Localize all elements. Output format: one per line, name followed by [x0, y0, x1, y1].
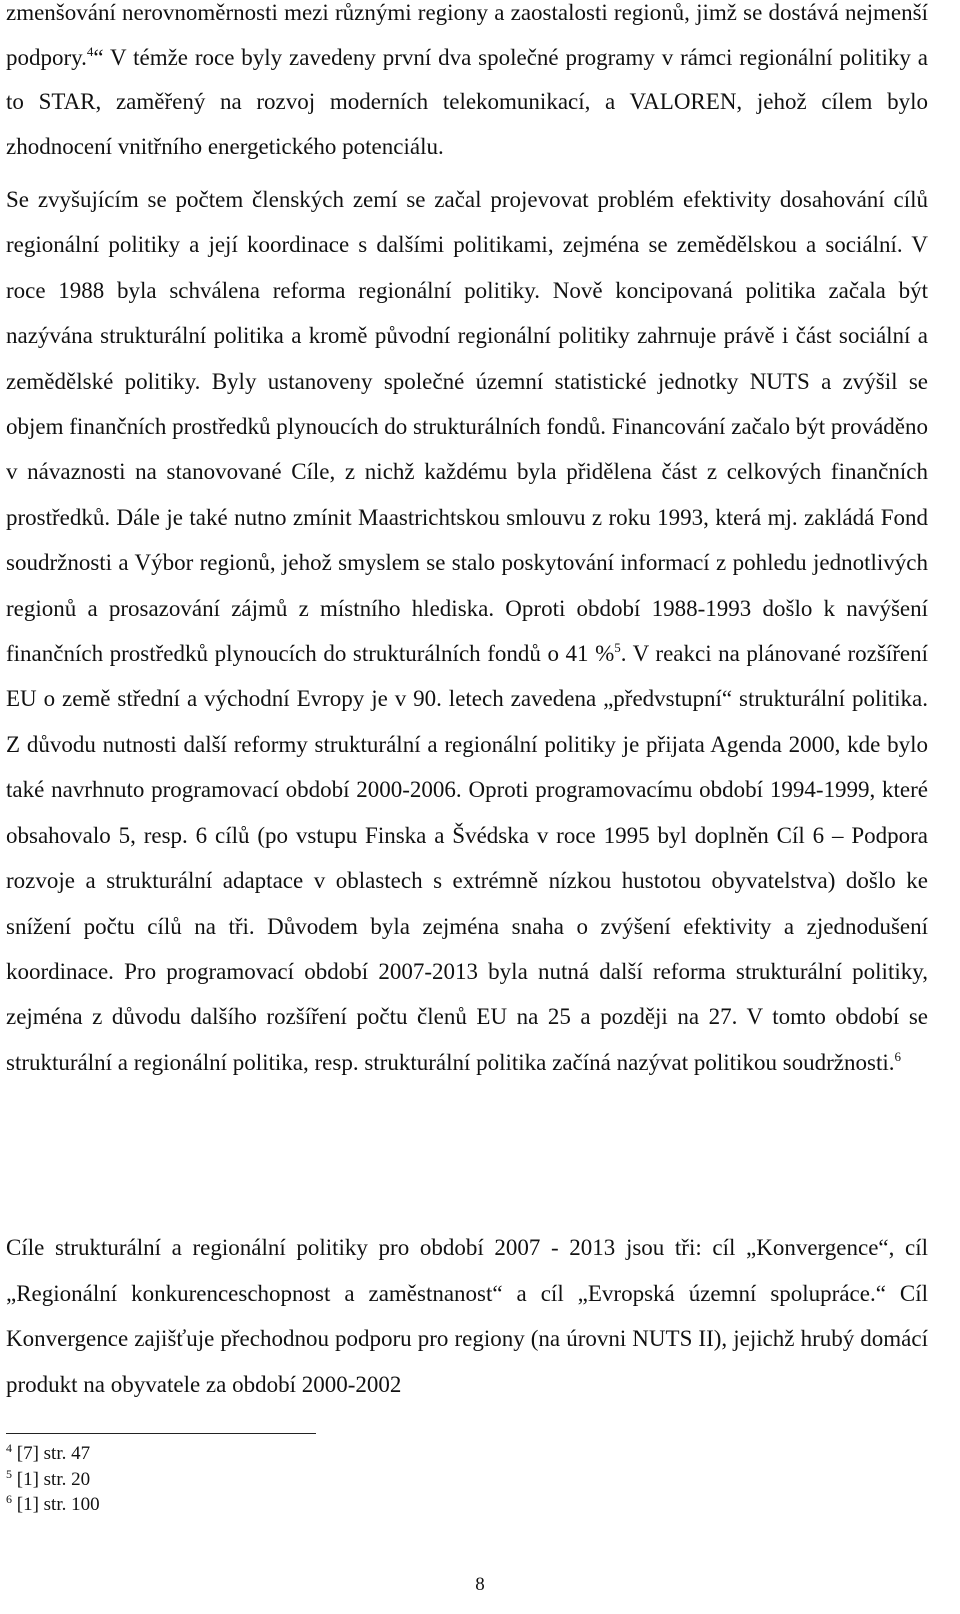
footnote-mark: 6 [6, 1492, 12, 1506]
body-paragraph-1 [6, 0, 928, 170]
footnote-reference-6[interactable]: 6 [894, 1048, 901, 1064]
paragraph-text: Se zvyšujícím se počtem členských zemí se začal projevovat problém efektivity dosahování cílů regionální politiky a její koordinace s dalšími politikami, zejména se zemědělskou a sociální. V roce 1988 byla schválena reforma regionální politiky. Nově koncipovaná politika začala být nazývána strukturální politika a kromě původní regionální politiky zahrnuje právě i část sociální a zemědělské politiky. Byly ustanoveny společné územní statistické jednotky NUTS a zvýšil se objem finančních prostředků plynoucích do strukturálních fondů. Financování začalo být prováděno v návaznosti na stanovované Cíle, z nichž každému byla přidělena část z celkových finančních prostředků. Dále je také nutno zmínit Maastrichtskou smlouvu z roku 1993, která mj. zakládá Fond soudržnosti a Výbor regionů, jehož smyslem se stalo poskytování informací z pohledu jednotlivých regionů a prosazování zájmů z místního hlediska. Oproti období 1988-1993 došlo k navýšení finančních prostředků plynoucích do strukturálních fondů o 41 % [6, 187, 928, 667]
body-paragraph-2 [6, 177, 928, 1085]
footnote-5 [6, 1467, 406, 1493]
paragraph-text: “ V témže roce byly zavedeny první dva společné programy v rámci regionální politiky a to STAR, zaměřený na rozvoj moderních telekomunikací, a VALOREN, jehož cílem bylo zhodnocení vnitřního energetického potenciálu. [6, 44, 928, 160]
footnotes [6, 1441, 406, 1518]
paragraph-text: Cíle strukturální a regionální politiky pro období 2007 - 2013 jsou tři: cíl „Konvergence“, cíl „Regionální konkurenceschopnost a zaměstnanost“ a cíl „Evropská územní spolupráce.“ Cíl Konvergence zajišťuje přechodnou podporu pro regiony (na úrovni NUTS II), jejichž hrubý domácí produkt na obyvatele za období 2000-2002 [6, 1235, 928, 1397]
footnote-reference-5[interactable]: 5 [614, 640, 621, 656]
footnote-6 [6, 1492, 406, 1518]
footnote-separator [6, 1433, 316, 1434]
paragraph-text: . V reakci na plánované rozšíření EU o země střední a východní Evropy je v 90. letech zavedena „předvstupní“ strukturální politika. Z důvodu nutnosti další reformy strukturální a regionální politiky je přijata Agenda 2000, kde bylo také navrhnuto programovací období 2000-2006. Oproti programovacímu období 1994-1999, které obsahovalo 5, resp. 6 cílů (po vstupu Finska a Švédska v roce 1995 byl doplněn Cíl 6 – Podpora rozvoje a strukturální adaptace v oblastech s extrémně nízkou hustotou obyvatelstva) došlo ke snížení počtu cílů na tři. Důvodem byla zejména snaha o zvýšení efektivity a zjednodušení koordinace. Pro programovací období 2007-2013 byla nutná další reforma strukturální politiky, zejména z důvodu dalšího rozšíření počtu členů EU na 25 a později na 27. V tomto období se strukturální a regionální politika, resp. strukturální politika začíná nazývat politikou soudržnosti. [6, 641, 928, 1075]
body-paragraph-3 [6, 1225, 928, 1407]
footnote-mark: 4 [6, 1441, 12, 1455]
page-number: 8 [475, 1574, 485, 1595]
footnote-text: [1] str. 100 [12, 1494, 100, 1515]
footnote-mark: 5 [6, 1466, 12, 1481]
footnote-text: [1] str. 20 [12, 1468, 91, 1490]
paragraph-text: zmenšování nerovnoměrnosti mezi různými regiony a zaostalosti regionů, jimž se dostává nejmenší podpory. [6, 0, 928, 70]
footnote-reference-4[interactable]: 4 [86, 43, 94, 59]
footnote-text: [7] str. 47 [12, 1443, 91, 1464]
footnote-4 [6, 1441, 406, 1467]
